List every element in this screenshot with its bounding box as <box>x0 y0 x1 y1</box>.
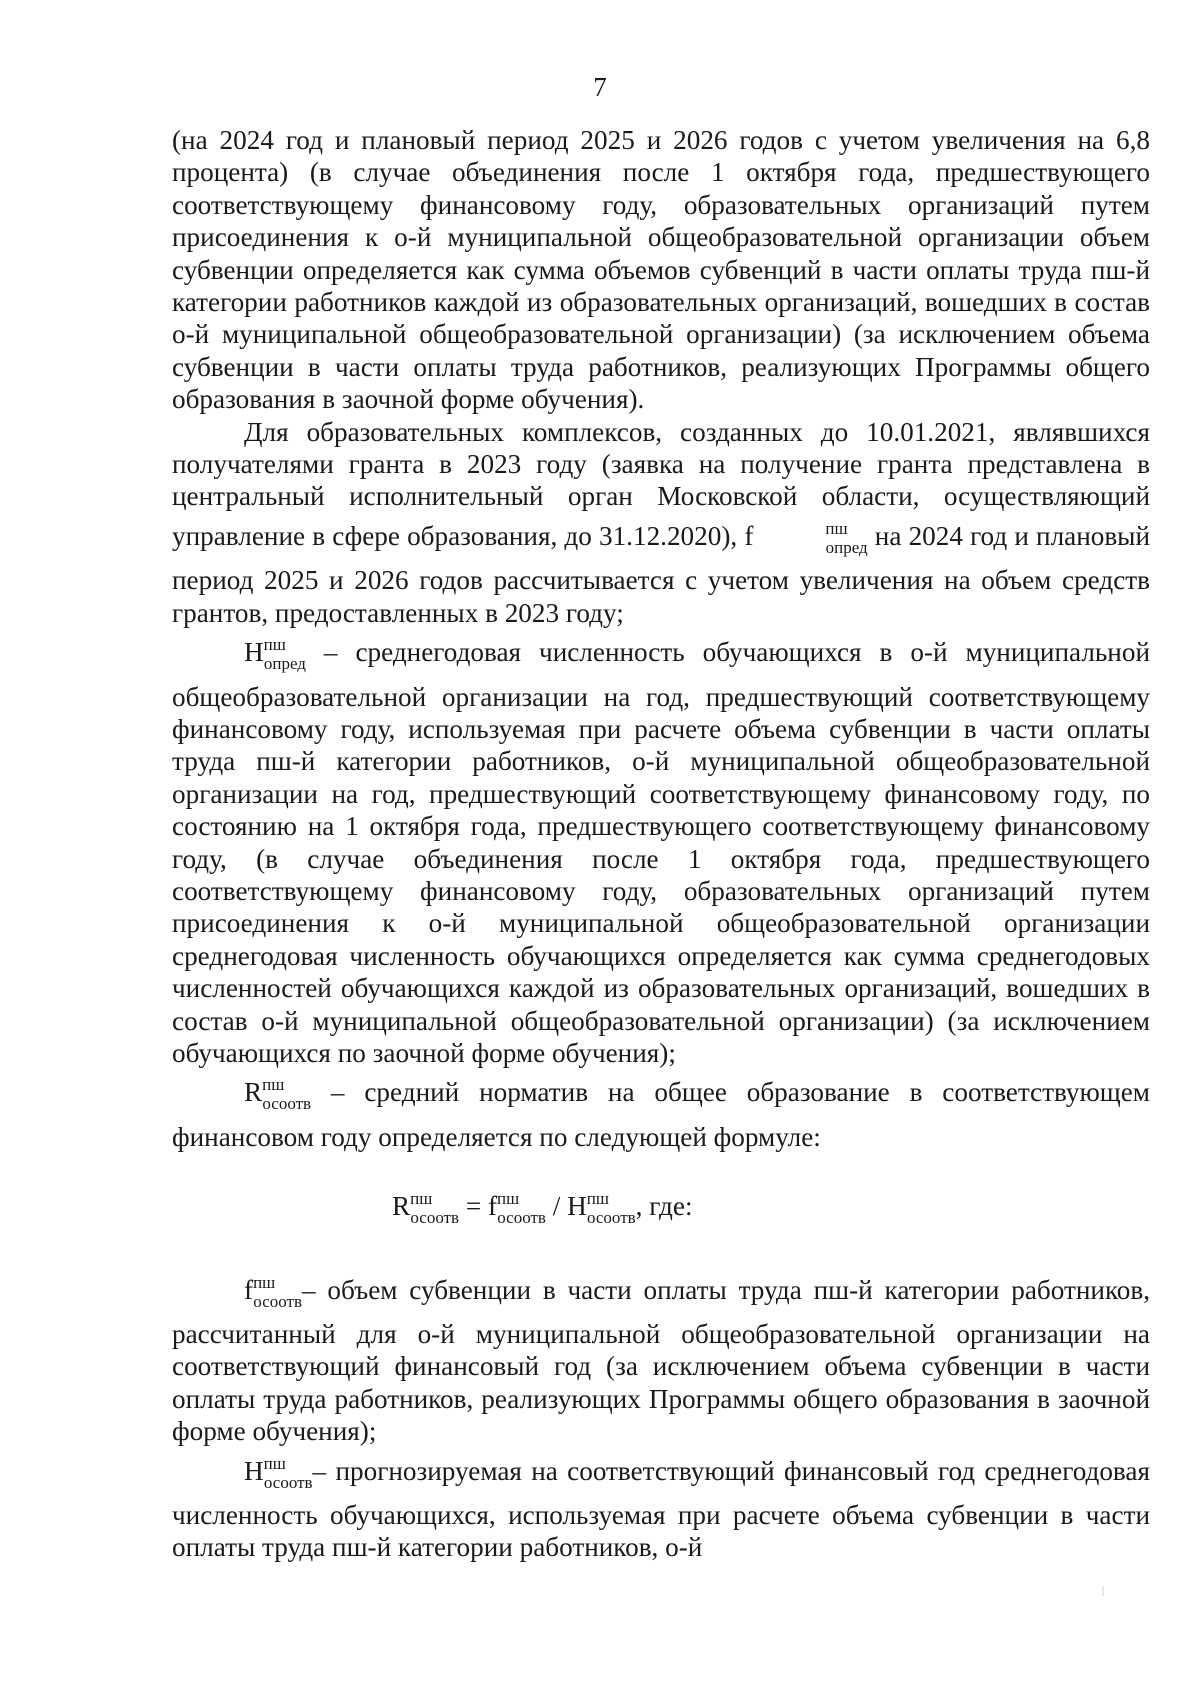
paragraph-continuation: (на 2024 год и плановый период 2025 и 2026 годов с учетом увеличения на 6,8 процента) (в случае объединения после 1 октября года, предшествующего соответствующему финансовому году, образовательных организаций путем присоединения к о-й муниципальной общеобразовательной организации объем субвенции определяется как сумма объемов субвенций в части оплаты труда пш-й категории работников каждой из образовательных организаций, вошедших в состав о-й муниципальной общеобразовательной организации) (за исключением объема субвенции в части оплаты труда работников, реализующих Программы общего образования в заочной форме обучения). <box>172 125 1150 415</box>
definition-r-osootv <box>172 1069 1150 1153</box>
definition-text: – средний норматив на общее образование в соответствующем финансовом году определяется по следующей формуле: <box>172 1077 1150 1152</box>
formula-numerator: $f^{пш}_{осоотв}$ <box>487 1189 546 1228</box>
variable-r-osootv: $R^{пш}_{осоотв}$ <box>244 1075 312 1114</box>
paragraph-educational-complexes <box>172 416 1150 629</box>
formula-r-osootv <box>172 1183 1150 1234</box>
page-number: 7 <box>593 72 607 102</box>
definition-text: – прогнозируемая на соответствующий финансовый год среднегодовая численность обучающихся, используемая при расчете объема субвенции в части оплаты труда пш-й категории работников, о-й <box>172 1455 1150 1563</box>
variable-n-opred: $Н^{пш}_{опред}$ <box>244 635 306 674</box>
paragraph-text-before-variable: Для образовательных комплексов, созданных до 10.01.2021, являвшихся получателями гранта в 2023 году (заявка на получение гранта представлена в центральный исполнительный орган Московской области, осуществляющий управление в сфере образования, до 31.12.2020), <box>172 416 1150 551</box>
definition-text: – среднегодовая численность обучающихся в о-й муниципальной общеобразовательной организации на год, предшествующий соответствующему финансовому году, используемая при расчете объема субвенции в части оплаты труда пш-й категории работников, о-й муниципальной общеобразовательной организации на год, предшествующий соответствующему финансовому году, по состоянию на 1 октября года, предшествующего соответствующему финансовому году, (в случае объединения после 1 октября года, предшествующего соответствующему финансовому году, образовательных организаций путем присоединения к о-й муниципальной общеобразовательной организации среднегодовая численность обучающихся определяется как сумма среднегодовых численностей обучающихся каждой из образовательных организаций, вошедших в состав о-й муниципальной общеобразовательной организации) (за исключением обучающихся по заочной форме обучения); <box>172 637 1150 1068</box>
definition-f-osootv <box>172 1267 1150 1448</box>
definition-n-opred <box>172 629 1150 1069</box>
definition-n-osootv <box>172 1448 1150 1564</box>
variable-f-opred: f $^{пш}_{опред}$ <box>744 518 868 557</box>
variable-f-osootv: $f^{пш}_{осоотв}$ <box>244 1272 302 1311</box>
formula-divide: / <box>545 1191 568 1222</box>
variable-n-osootv: $Н^{пш}_{осоотв}$ <box>244 1453 313 1492</box>
definition-text: – объем субвенции в части оплаты труда пш-й категории работников, рассчитанный для о-й муниципальной общеобразовательной организации на соответствующий финансовый год (за исключением объема субвенции в части оплаты труда работников, реализующих Программы общего образования в заочной форме обучения); <box>172 1274 1150 1447</box>
formula-lhs: $R^{пш}_{осоотв}$ <box>392 1189 460 1228</box>
paragraph-text-after-variable: на 2024 год и плановый период 2025 и 2026 годов рассчитывается с учетом увеличения на объем средств грантов, предоставленных в 2023 году; <box>172 520 1150 628</box>
formula-tail: , где: <box>635 1191 693 1222</box>
formula-equals: = <box>459 1191 488 1222</box>
scan-mark <box>1102 1586 1104 1596</box>
formula-denominator: $Н^{пш}_{осоотв}$ <box>567 1189 636 1228</box>
document-body <box>172 124 1150 1564</box>
